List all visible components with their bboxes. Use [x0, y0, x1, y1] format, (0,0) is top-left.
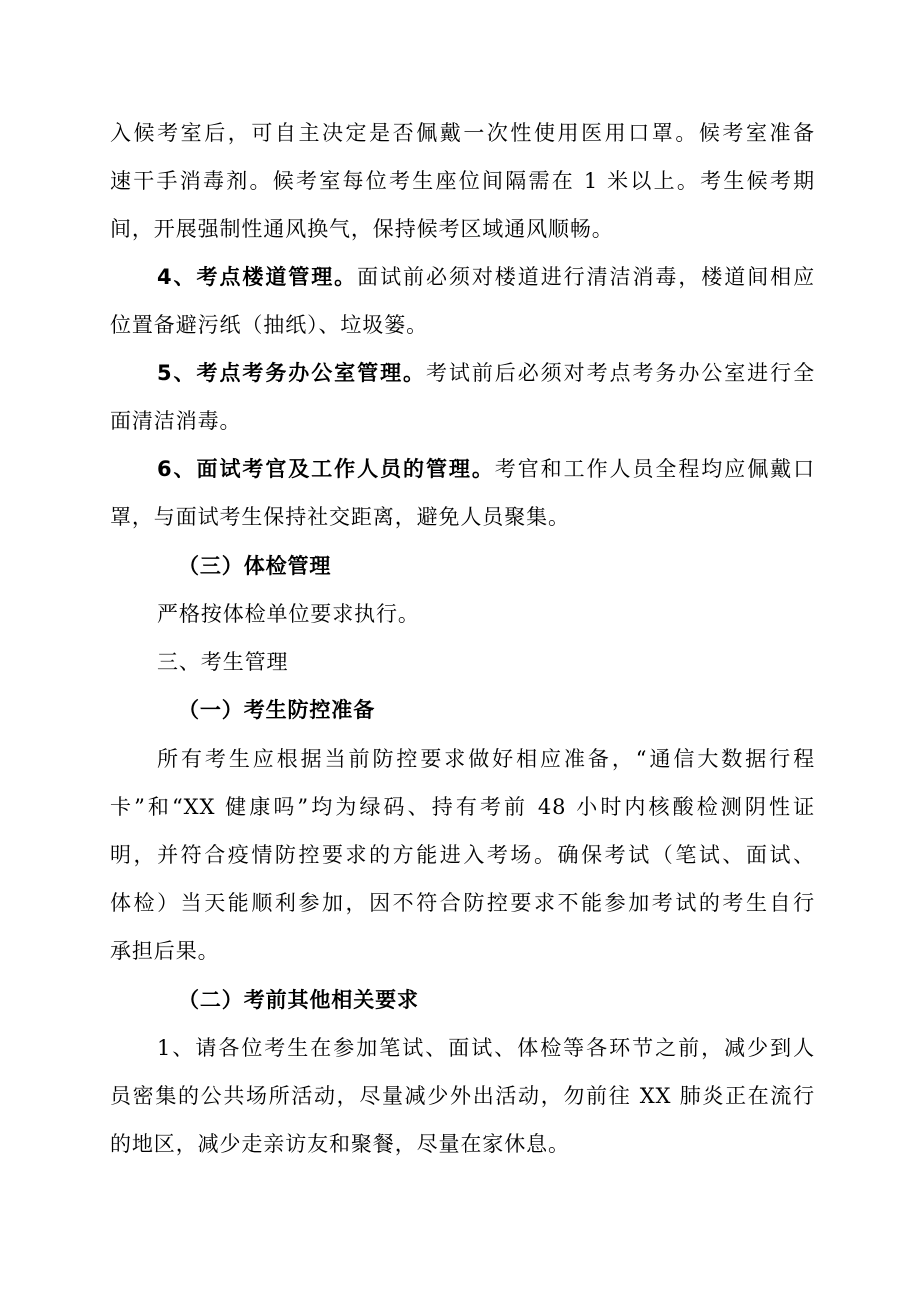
paragraph-line: 入候考室后，可自主决定是否佩戴一次性使用医用口罩。候考室准备: [110, 121, 815, 145]
paragraph-line: 严格按体检单位要求执行。: [157, 602, 420, 626]
paragraph-line: 承担后果。: [110, 939, 220, 963]
subheading-physical-exam: （三）体检管理: [178, 554, 332, 578]
item-4-line: [157, 262, 815, 292]
paragraph-line: 面清洁消毒。: [110, 409, 242, 433]
paragraph-line: 所有考生应根据当前防控要求做好相应准备，“通信大数据行程: [157, 747, 815, 771]
item-4-text: 面试前必须对楼道进行清洁消毒，楼道间相应: [357, 265, 815, 289]
item-5-title: 5、考点考务办公室管理。: [157, 361, 426, 385]
paragraph-line: 1、请各位考生在参加笔试、面试、体检等各环节之前，减少到人: [157, 1036, 815, 1060]
paragraph-line: 卡”和“XX 健康吗”均为绿码、持有考前 48 小时内核酸检测阴性证: [110, 795, 815, 819]
item-5-line: [157, 358, 815, 388]
paragraph-line: 明，并符合疫情防控要求的方能进入考场。确保考试（笔试、面试、: [110, 843, 815, 867]
item-6-text: 考官和工作人员全程均应佩戴口: [494, 457, 815, 481]
item-6-line: [157, 454, 815, 484]
paragraph-line: 的地区，减少走亲访友和聚餐，尽量在家休息。: [110, 1132, 570, 1156]
section-heading-candidate-management: 三、考生管理: [157, 650, 289, 674]
paragraph-line: 位置备避污纸（抽纸）、垃圾篓。: [110, 313, 428, 337]
subheading-prevention-prep: （一）考生防控准备: [178, 698, 376, 722]
item-4-title: 4、考点楼道管理。: [157, 265, 358, 289]
paragraph-line: 速干手消毒剂。候考室每位考生座位间隔需在 1 米以上。考生候考期: [110, 169, 815, 193]
item-5-text: 考试前后必须对考点考务办公室进行全: [425, 361, 815, 385]
paragraph-line: 员密集的公共场所活动，尽量减少外出活动，勿前往 XX 肺炎正在流行: [110, 1084, 815, 1108]
paragraph-line: 体检）当天能顺利参加，因不符合防控要求不能参加考试的考生自行: [110, 891, 815, 915]
item-6-title: 6、面试考官及工作人员的管理。: [157, 457, 495, 481]
paragraph-line: 间，开展强制性通风换气，保持候考区域通风顺畅。: [110, 217, 614, 241]
paragraph-line: 罩，与面试考生保持社交距离，避免人员聚集。: [110, 505, 570, 529]
subheading-other-requirements: （二）考前其他相关要求: [178, 988, 419, 1012]
